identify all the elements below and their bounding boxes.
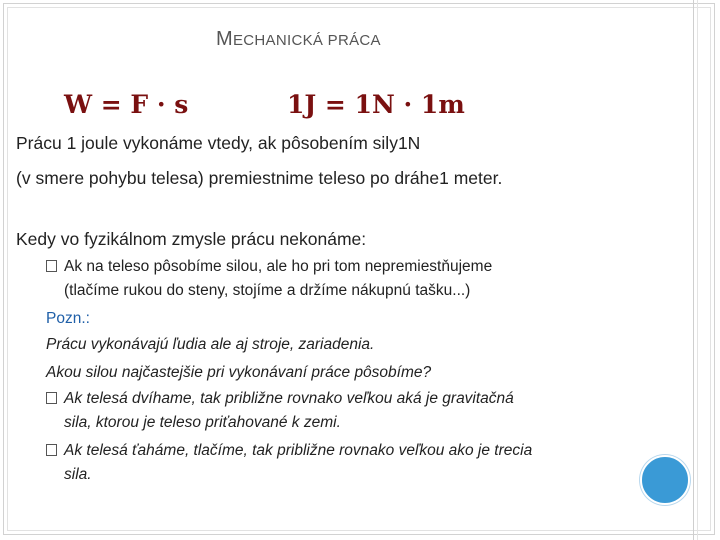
- checkbox-bullet-icon: [46, 260, 57, 272]
- note-label: Pozn.:: [46, 310, 90, 327]
- title-rest: ECHANICKÁ PRÁCA: [232, 32, 381, 49]
- bullet-1-text: Ak na teleso pôsobíme silou, ale ho pri tom nepremiestňujeme: [64, 258, 493, 275]
- note-line-2: Akou silou najčastejšie pri vykonávaní práce pôsobíme?: [46, 364, 432, 381]
- slide-title: [216, 28, 381, 51]
- bullet-1-line-1: [46, 256, 492, 278]
- bullet-1-line-2: (tlačíme rukou do steny, stojíme a držíme nákupnú tašku...): [64, 282, 471, 299]
- note-line-1: Prácu vykonávajú ľudia ale aj stroje, zariadenia.: [46, 336, 375, 353]
- question-text: Kedy vo fyzikálnom zmysle prácu nekonáme:: [16, 229, 367, 249]
- bullet-2-line-2: sila, ktorou je teleso priťahované k zemi.: [64, 414, 341, 431]
- bullet-2-line-1: [46, 388, 514, 410]
- definition-line-1: Prácu 1 joule vykonáme vtedy, ak pôsobením sily1N: [16, 133, 421, 153]
- decorative-circle: [640, 455, 690, 505]
- bullet-3-text: Ak telesá ťaháme, tlačíme, tak približne rovnako veľkou ako je trecia: [64, 442, 533, 459]
- bullet-3-line-1: [46, 440, 532, 462]
- checkbox-bullet-icon: [46, 444, 57, 456]
- bullet-3-line-2: sila.: [64, 466, 92, 483]
- checkbox-bullet-icon: [46, 392, 57, 404]
- decorative-line: [693, 0, 694, 540]
- work-formula: W = F · s: [64, 90, 189, 119]
- bullet-2-text: Ak telesá dvíhame, tak približne rovnako veľkou aká je gravitačná: [64, 390, 514, 407]
- definition-line-2: (v smere pohybu telesa) premiestnime teleso po dráhe1 meter.: [16, 168, 503, 188]
- title-initial: M: [216, 28, 233, 50]
- joule-formula: 1J = 1N · 1m: [287, 90, 465, 119]
- decorative-line-2: [697, 0, 698, 540]
